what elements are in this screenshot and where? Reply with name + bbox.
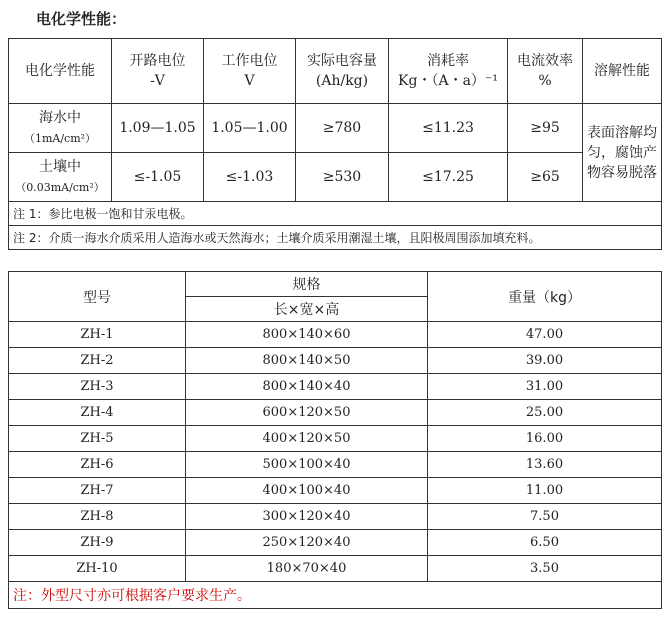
- spec-footnote-row: [9, 582, 662, 609]
- note-row-1: [9, 202, 662, 226]
- table-row: [9, 478, 662, 504]
- cell-medium: 土壤中 （0.03mA/cm²）: [9, 153, 112, 202]
- cell-weight: 6.50: [428, 530, 662, 556]
- cell-model: ZH-4: [9, 400, 186, 426]
- table-row: [9, 348, 662, 374]
- header-capacity: 实际电容量 (Ah/kg): [296, 39, 389, 104]
- spec-body: [9, 322, 662, 582]
- performance-header-row: [9, 39, 662, 104]
- cell-model: ZH-8: [9, 504, 186, 530]
- spec-header-row: [9, 272, 662, 297]
- cell-weight: 16.00: [428, 426, 662, 452]
- cell-dims: 400×100×40: [186, 478, 428, 504]
- cell-capacity: ≥530: [296, 153, 389, 202]
- table-row: [9, 452, 662, 478]
- cell-dims: 500×100×40: [186, 452, 428, 478]
- cell-model: ZH-7: [9, 478, 186, 504]
- cell-weight: 7.50: [428, 504, 662, 530]
- performance-row-seawater: [9, 104, 662, 153]
- cell-model: ZH-3: [9, 374, 186, 400]
- cell-ocv: ≤-1.05: [112, 153, 204, 202]
- table-row: [9, 504, 662, 530]
- cell-model: ZH-9: [9, 530, 186, 556]
- cell-consumption: ≤17.25: [389, 153, 508, 202]
- cell-ocv: 1.09—1.05: [112, 104, 204, 153]
- table-row: [9, 374, 662, 400]
- header-weight: 重量（kg）: [428, 272, 662, 322]
- cell-wv: 1.05—1.00: [204, 104, 296, 153]
- table-row: [9, 556, 662, 582]
- header-consumption: 消耗率 Kg・（A・a）⁻¹: [389, 39, 508, 104]
- table-row: [9, 426, 662, 452]
- cell-weight: 3.50: [428, 556, 662, 582]
- header-property: 电化学性能: [9, 39, 112, 104]
- cell-model: ZH-10: [9, 556, 186, 582]
- performance-table: [8, 38, 662, 250]
- cell-efficiency: ≥65: [508, 153, 583, 202]
- cell-dims: 600×120×50: [186, 400, 428, 426]
- cell-weight: 13.60: [428, 452, 662, 478]
- cell-weight: 25.00: [428, 400, 662, 426]
- cell-model: ZH-5: [9, 426, 186, 452]
- cell-dims: 400×120×50: [186, 426, 428, 452]
- cell-weight: 11.00: [428, 478, 662, 504]
- performance-row-soil: [9, 153, 662, 202]
- cell-dims: 800×140×40: [186, 374, 428, 400]
- cell-medium: 海水中 （1mA/cm²）: [9, 104, 112, 153]
- cell-dims: 800×140×60: [186, 322, 428, 348]
- table-row: [9, 322, 662, 348]
- header-open-circuit-potential: 开路电位 -V: [112, 39, 204, 104]
- table-row: [9, 530, 662, 556]
- header-spec: 规格: [186, 272, 428, 297]
- note-2: 注 2：介质一海水介质采用人造海水或天然海水；土壤介质采用潮湿土壤，且阳极周围添加填充料。: [9, 226, 662, 250]
- header-spec-dims: 长×宽×高: [186, 297, 428, 322]
- note-1: 注 1：参比电极一饱和甘汞电极。: [9, 202, 662, 226]
- header-dissolution: 溶解性能: [583, 39, 662, 104]
- header-efficiency: 电流效率 %: [508, 39, 583, 104]
- cell-dissolution: 表面溶解均匀，腐蚀产物容易脱落: [583, 104, 662, 202]
- cell-wv: ≤-1.03: [204, 153, 296, 202]
- table-row: [9, 400, 662, 426]
- spec-footnote: 注：外型尺寸亦可根据客户要求生产。: [9, 582, 662, 609]
- cell-dims: 300×120×40: [186, 504, 428, 530]
- section-heading: 电化学性能：: [36, 10, 127, 28]
- cell-model: ZH-1: [9, 322, 186, 348]
- cell-model: ZH-2: [9, 348, 186, 374]
- cell-efficiency: ≥95: [508, 104, 583, 153]
- cell-dims: 180×70×40: [186, 556, 428, 582]
- note-row-2: [9, 226, 662, 250]
- header-model: 型号: [9, 272, 186, 322]
- header-working-potential: 工作电位 V: [204, 39, 296, 104]
- cell-capacity: ≥780: [296, 104, 389, 153]
- cell-dims: 250×120×40: [186, 530, 428, 556]
- cell-model: ZH-6: [9, 452, 186, 478]
- cell-weight: 39.00: [428, 348, 662, 374]
- cell-weight: 47.00: [428, 322, 662, 348]
- spec-table: [8, 271, 662, 609]
- cell-consumption: ≤11.23: [389, 104, 508, 153]
- cell-dims: 800×140×50: [186, 348, 428, 374]
- cell-weight: 31.00: [428, 374, 662, 400]
